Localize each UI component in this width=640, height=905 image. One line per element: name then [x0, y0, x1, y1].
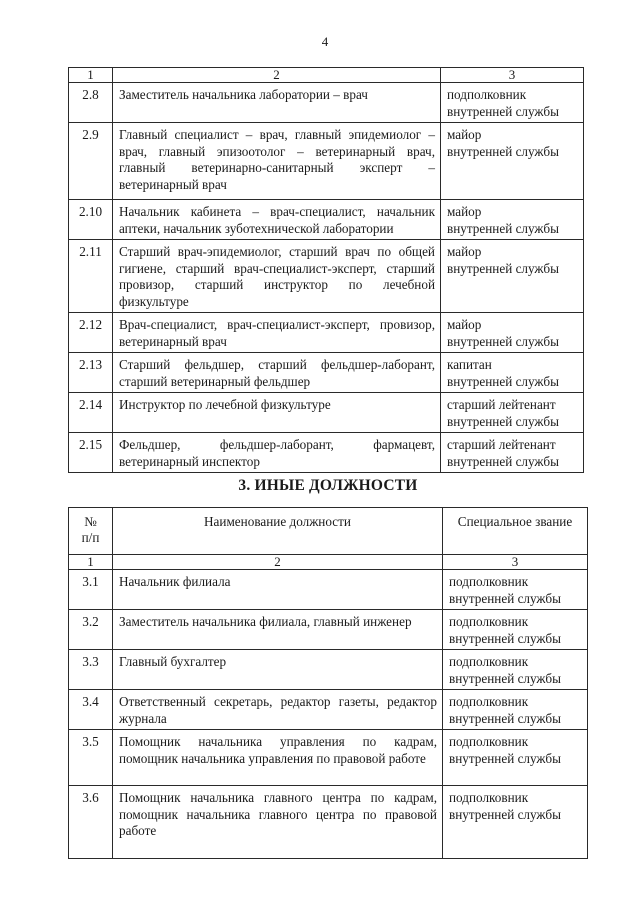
position-name: Ответственный секретарь, редактор газеты, редактор журнала: [113, 690, 443, 730]
column-index-row: [69, 555, 588, 570]
rank-service: внутренней службы: [449, 710, 561, 726]
position-name: Старший фельдшер, старший фельдшер-лаборант, старший ветеринарный фельдшер: [113, 353, 441, 393]
position-name: Помощник начальника управления по кадрам, помощник начальника управления по правовой работе: [113, 730, 443, 786]
position-name: Помощник начальника главного центра по кадрам, помощник начальника главного центра по правовой работе: [113, 786, 443, 859]
position-name: Начальник кабинета – врач-специалист, начальник аптеки, начальник зуботехнической лаборатории: [113, 200, 441, 240]
rank-title: майор: [447, 244, 482, 259]
position-name: Главный специалист – врач, главный эпидемиолог – врач, главный эпизоотолог – ветеринарный врач, главный ветеринарно-санитарный эксперт – ветеринарный врач: [113, 123, 441, 200]
table-row: [69, 353, 584, 393]
row-number: 3.3: [69, 650, 113, 690]
column-index-2: 2: [113, 555, 443, 570]
special-rank: [441, 123, 584, 200]
special-rank: [441, 240, 584, 313]
table-row: [69, 200, 584, 240]
table-row: [69, 690, 588, 730]
rank-title: старший лейтенант: [447, 437, 556, 452]
rank-service: внутренней службы: [449, 590, 561, 606]
rank-service: внутренней службы: [447, 333, 559, 349]
special-rank: [443, 786, 588, 859]
column-index-row: [69, 68, 584, 83]
column-index-1: 1: [69, 68, 113, 83]
rank-title: подполковник: [449, 654, 529, 669]
row-number: 2.15: [69, 433, 113, 473]
row-number: 2.9: [69, 123, 113, 200]
header-row: [69, 508, 588, 555]
rank-service: внутренней службы: [449, 750, 561, 766]
position-name: Начальник филиала: [113, 570, 443, 610]
page-number: 4: [321, 34, 329, 49]
rank-title: майор: [447, 317, 482, 332]
column-index-1: 1: [69, 555, 113, 570]
rank-title: подполковник: [449, 790, 529, 805]
special-rank: [443, 690, 588, 730]
header-number: [69, 508, 113, 555]
rank-title: подполковник: [447, 87, 527, 102]
table-row: [69, 610, 588, 650]
table-row: [69, 313, 584, 353]
position-name: Фельдшер, фельдшер-лаборант, фармацевт, ветеринарный инспектор: [113, 433, 441, 473]
row-number: 2.12: [69, 313, 113, 353]
rank-service: внутренней службы: [447, 143, 559, 159]
rank-service: внутренней службы: [449, 630, 561, 646]
rank-title: майор: [447, 204, 482, 219]
rank-service: внутренней службы: [447, 220, 559, 236]
row-number: 2.14: [69, 393, 113, 433]
rank-service: внутренней службы: [447, 373, 559, 389]
special-rank: [441, 393, 584, 433]
table-row: [69, 786, 588, 859]
table-row: [69, 650, 588, 690]
rank-title: капитан: [447, 357, 492, 372]
position-name: Заместитель начальника филиала, главный инженер: [113, 610, 443, 650]
rank-service: внутренней службы: [447, 103, 559, 119]
special-rank: [443, 570, 588, 610]
special-rank: [443, 650, 588, 690]
section-title: 3. ИНЫЕ ДОЛЖНОСТИ: [238, 477, 418, 494]
special-rank: [443, 730, 588, 786]
special-rank: [441, 313, 584, 353]
rank-service: внутренней службы: [447, 260, 559, 276]
header-number-abbrev: п/п: [81, 530, 100, 545]
table-row: [69, 570, 588, 610]
row-number: 2.10: [69, 200, 113, 240]
position-name: Инструктор по лечебной физкультуре: [113, 393, 441, 433]
header-number-symbol: №: [84, 514, 97, 529]
table-row: [69, 123, 584, 200]
special-rank: [443, 610, 588, 650]
rank-title: подполковник: [449, 614, 529, 629]
position-name: Старший врач-эпидемиолог, старший врач по общей гигиене, старший врач-специалист-эксперт, старший провизор, старший инструктор по лечебной физкультуре: [113, 240, 441, 313]
position-name: Заместитель начальника лаборатории – врач: [113, 83, 441, 123]
row-number: 3.1: [69, 570, 113, 610]
special-rank: [441, 200, 584, 240]
header-position-name: Наименование должности: [113, 508, 443, 555]
row-number: 3.6: [69, 786, 113, 859]
column-index-3: 3: [441, 68, 584, 83]
rank-service: внутренней службы: [447, 453, 559, 469]
rank-service: внутренней службы: [447, 413, 559, 429]
column-index-2: 2: [113, 68, 441, 83]
rank-service: внутренней службы: [449, 806, 561, 822]
positions-table-section-2: [68, 67, 584, 473]
rank-title: майор: [447, 127, 482, 142]
special-rank: [441, 433, 584, 473]
rank-service: внутренней службы: [449, 670, 561, 686]
positions-table-section-3: [68, 507, 588, 859]
special-rank: [441, 83, 584, 123]
table-row: [69, 240, 584, 313]
row-number: 3.2: [69, 610, 113, 650]
table-row: [69, 393, 584, 433]
column-index-3: 3: [443, 555, 588, 570]
table-row: [69, 433, 584, 473]
position-name: Главный бухгалтер: [113, 650, 443, 690]
rank-title: подполковник: [449, 574, 529, 589]
rank-title: подполковник: [449, 734, 529, 749]
rank-title: старший лейтенант: [447, 397, 556, 412]
row-number: 3.4: [69, 690, 113, 730]
row-number: 2.11: [69, 240, 113, 313]
rank-title: подполковник: [449, 694, 529, 709]
table-row: [69, 730, 588, 786]
position-name: Врач-специалист, врач-специалист-эксперт, провизор, ветеринарный врач: [113, 313, 441, 353]
row-number: 3.5: [69, 730, 113, 786]
table-row: [69, 83, 584, 123]
row-number: 2.8: [69, 83, 113, 123]
row-number: 2.13: [69, 353, 113, 393]
header-special-rank: Специальное звание: [443, 508, 588, 555]
special-rank: [441, 353, 584, 393]
